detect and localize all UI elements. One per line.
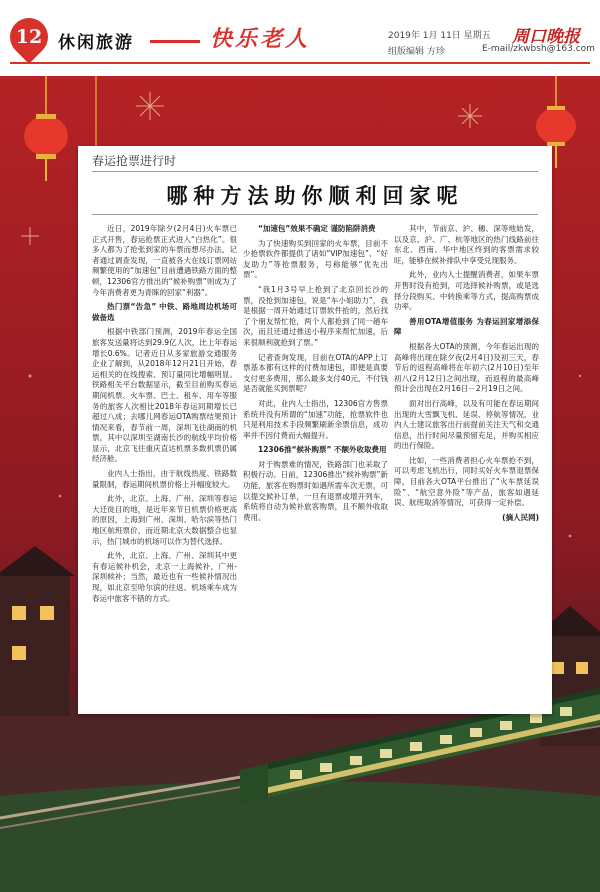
paragraph: 此外，业内人士提醒消费者，如果车票开售时没有抢到，可选择候补购票，或是选择分段购买、中转换乘等方式，提高购票成功率。 [394,270,539,312]
supplement-title: 快乐老人 [210,26,311,52]
issue-date: 2019年 1月 11日 星期五 [388,31,491,41]
paragraph: 为了快速购买到回家的火车票，目前不少抢票软件都提供了诸如“VIP加速包”、“好友助力”等抢票服务，号称能够“优先出票”。 [243,238,388,280]
paragraph: 业内人士指出，由于航线热度、铁路数量限制，春运期间机票价格上升幅度较大。 [92,469,237,489]
paragraph: 根据各大OTA的预测，今年春运出现的高峰将出现在除夕夜(2月4日)及初三天，春节后的返程高峰将在年初六(2月10日)至年初八(2月12日)之间出现，而返程的最高峰预计会出现在2月16日－2月19日之间。 [394,341,539,394]
headline-rule [92,214,538,215]
paragraph: 对此，业内人士指出，12306官方售票系统并没有所谓的“加速”功能，抢票软件也只是利用技术手段频繁刷新余票信息，成功率并不因付费而大幅提升。 [243,398,388,440]
contact-email: E-mail/zkwbsh@163.com [482,44,595,54]
paragraph: “我1月3号早上抢到了北京回长沙的票，没抢到加速包，说是“车小姐助力”，我是根据一周开始通过订票软件抢的，然后找了个朋友帮忙抢，两个人都抢到了同一趟车次，而且还通过推送小程序来帮忙加速，后来很顺利就抢到了票。” [243,284,388,347]
article-headline: 哪种方法助你顺利回家呢 [166,183,464,208]
kicker-rule [92,171,538,172]
subheading: 12306推“候补购票” 不额外收取费用 [258,445,387,455]
paragraph: 对于购票难的情况，铁路部门也采取了积极行动。日前，12306推出“候补购票”新功能，旅客在购票时如遇所需车次无票，可以提交候补订单，一旦有退票或增开列车，系统将自动为候补旅客购票，且不额外收取费用。 [243,459,388,522]
newspaper-logo: 周口晚报 [512,27,580,47]
paragraph: 记者查询发现，目前在OTA的APP上订票基本都有这样的付费加速包，即便是真要支付更多费用，那么最多支付40元，不付钱是否就能买到票呢？ [243,352,388,394]
section-title: 休闲旅游 [58,33,134,53]
editor-credit: 组版编辑 方珍 [388,47,445,57]
paragraph: 根据中铁部门预测，2019年春运全国旅客发送量将达到29.9亿人次，比上年春运增长0.6%。记者近日从多家旅游交通服务企业了解到，从2018年12月21日开始，春运相关的在线搜索、预订量同比增幅明显。铁路相关平台数据显示，截至目前购买春运期间机票、火车票、巴士、租车、用车等服务的旅客人次相比2018年春运同期增长已超过八成；去哪儿网春运OTA购票结果预计情况来看，春节前一周，深圳飞往湖南的机票，其中以深圳至湖南长沙的航线平均价格显示，北京飞往重庆直达机票多数机票仍属经济舱。 [92,327,237,464]
masthead-rule [10,62,590,64]
paragraph: 此外，北京、上海、广州、深圳等春运大迁徙目的地，是近年来节日机票价格更高的原因，上海到广州、深圳、哈尔滨等热门地区航班票价，而近期北京大数据整合也显示，热门城市的机场可以作为替代选择。 [92,494,237,546]
grass-field [0,781,600,892]
article-kicker: 春运抢票进行时 [92,154,177,168]
page-number: 12 [15,25,43,48]
subheading: 热门票“告急” 中铁、路地周边机场可做备选 [92,302,237,322]
village-houses-left [0,546,75,716]
subheading: “加速包”效果不确定 谨防陷阱消费 [258,224,376,233]
page-number-badge [2,10,56,64]
source-byline: (摘人民网) [502,512,539,522]
section-divider [150,40,200,43]
paragraph: 面对出行高峰，以及有可能在春运期间出现的大雪飘飞机、延误、停航等情况，业内人士建议旅客出行前提前关注天气和交通信息，出行时间尽量预留充足，并购买相应的出行保险。 [394,398,539,451]
paragraph: 比如，一些消费者担心火车票抢不到，可以考虑飞机出行，同时买好火车票退票保障，目前各大OTA平台推出了“火车票延误险”、“航空意外险”等产品，旅客如遇延误、航班取消等情况，可获得一定补偿。 [394,455,539,508]
paragraph: 近日，2019年除夕(2月4日)火车票已正式开售，春运抢票正式进入“白热化”。很多人都为了抢张到家的车票而想尽办法，记者通过调查发现，一直被各大在线订票网站频繁使用的“加速包”目前遭遇铁路方面的整顿，12306官方推出的“候补购票”则成为了今年消费者更为青睐的回家“利器”。 [92,224,237,297]
hanging-lantern-left [24,76,68,181]
article-column-2 [243,224,388,527]
article-card [78,146,552,714]
subheading: 善用OTA增值服务 为春运回家增添保障 [394,316,539,337]
paragraph: 其中，节前京、沪、穗、深等地始发，以及京、沪、广、杭等地区的热门线路前往东北、西南、华中地区终到的客票需求较旺，能够在候补排队中享受兑现服务。 [394,224,539,265]
article-column-1 [92,224,237,608]
masthead [0,0,600,76]
article-column-3 [394,224,539,527]
paragraph: 此外，北京、上海、广州、深圳其中更有春运候补机会，北京一上海候补，广州-深圳候补；当然，最近也有一些候补情况出现，如北京至哈尔滨的往返、机场乘车成为春运中旅客不错的方式。 [92,551,237,603]
